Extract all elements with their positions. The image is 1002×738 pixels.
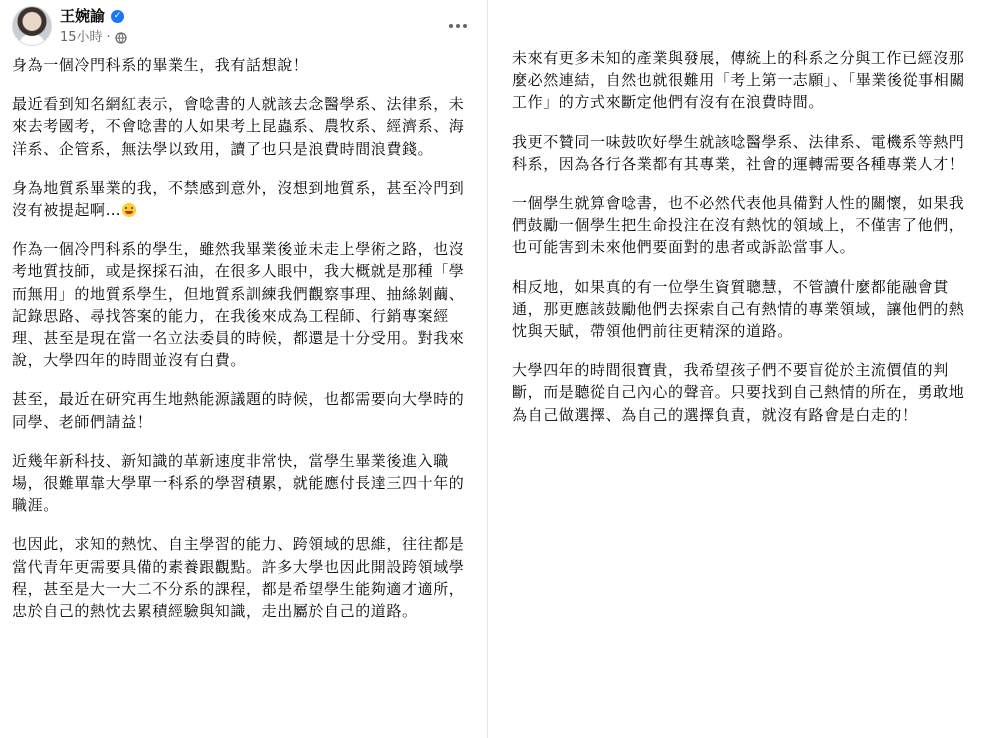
post-card-right xyxy=(498,32,986,572)
post-paragraph: 一個學生就算會唸書，也不必然代表他具備對人性的關懷，如果我們鼓勵一個學生把生命投注在沒有熱忱的領域上，不僅害了他們，也可能害到未來他們要面對的患者或訴訟當事人。 xyxy=(512,194,965,257)
grinning-sweat-emoji-icon xyxy=(122,203,136,217)
globe-icon[interactable] xyxy=(115,32,127,44)
post-text-left xyxy=(12,54,468,639)
post-paragraph-text: 身為地質系畢業的我，不禁感到意外，沒想到地質系，甚至冷門到沒有被提起啊… xyxy=(12,178,465,220)
author-avatar[interactable] xyxy=(12,6,52,46)
post-paragraph: 未來有更多未知的產業與發展，傳統上的科系之分與工作已經沒那麼必然連結，自然也就很難用「考上第一志願」、「畢業後從事相關工作」的方式來斷定他們有沒有在浪費時間。 xyxy=(512,49,966,112)
more-options-icon[interactable] xyxy=(442,10,474,42)
meta-separator: · xyxy=(106,30,111,45)
post-paragraph xyxy=(12,177,468,221)
post-paragraph: 身為一個冷門科系的畢業生，我有話想說！ xyxy=(12,56,309,74)
post-paragraph: 大學四年的時間很寶貴，我希望孩子們不要盲從於主流價值的判斷，而是聽從自己內心的聲音。只要找到自己熱情的所在，勇敢地為自己做選擇、為自己的選擇負責，就沒有路會是白走的！ xyxy=(512,361,965,424)
post-paragraph: 近幾年新科技、新知識的革新速度非常快，當學生畢業後進入職場，很難單靠大學單一科系的學習積累，就能應付長達三四十年的職涯。 xyxy=(12,451,465,515)
more-dot xyxy=(463,24,467,28)
post-text-right xyxy=(512,47,968,443)
more-dot xyxy=(449,24,453,28)
author-row xyxy=(60,7,124,25)
post-paragraph: 我更不贊同一味鼓吹好學生就該唸醫學系、法律系、電機系等熱門科系，因為各行各業都有其專業，社會的運轉需要各種專業人才！ xyxy=(512,132,965,173)
post-timestamp[interactable]: 15小時 xyxy=(60,30,103,45)
more-dot xyxy=(456,24,460,28)
verified-badge-icon: ✓ xyxy=(111,10,124,23)
post-paragraph: 作為一個冷門科系的學生，雖然我畢業後並未走上學術之路，也沒考地質技師，或是探採石油，在很多人眼中，我大概就是那種「學而無用」的地質系學生，但地質系訓練我們觀察事理、抽絲剝繭、記錄思路、尋找答案的能力，在我後來成為工程師、行銷專案經理、甚至是現在當一名立法委員的時候，都還是十分受用。對我來說，大學四年的時間並沒有白費。 xyxy=(12,240,465,370)
post-paragraph: 最近看到知名網紅表示，會唸書的人就該去念醫學系、法律系，未來去考國考，不會唸書的人如果考上昆蟲系、農牧系、經濟系、海洋系、企管系，無法學以致用，讀了也只是浪費時間浪費錢。 xyxy=(12,95,465,158)
author-name[interactable]: 王婉諭 xyxy=(60,7,106,25)
post-paragraph: 甚至，最近在研究再生地熱能源議題的時候，也都需要向大學時的同學、老師們請益！ xyxy=(12,390,465,431)
post-paragraph: 相反地，如果真的有一位學生資質聰慧，不管讀什麼都能融會貫通，那更應該鼓勵他們去探索自己有熱情的專業領域，讓他們的熱忱與天賦，帶領他們前往更精深的道路。 xyxy=(512,277,965,341)
post-header xyxy=(0,0,488,52)
post-card-left xyxy=(0,0,488,738)
post-paragraph: 也因此，求知的熱忱、自主學習的能力、跨領域的思維，往往都是當代青年更需要具備的素養跟觀點。許多大學也因此開設跨領域學程，甚至是大一大二不分系的課程，都是希望學生能夠適才適所，忠於自己的熱忱去累積經驗與知識，走出屬於自己的道路。 xyxy=(12,535,465,621)
post-meta xyxy=(60,30,127,46)
